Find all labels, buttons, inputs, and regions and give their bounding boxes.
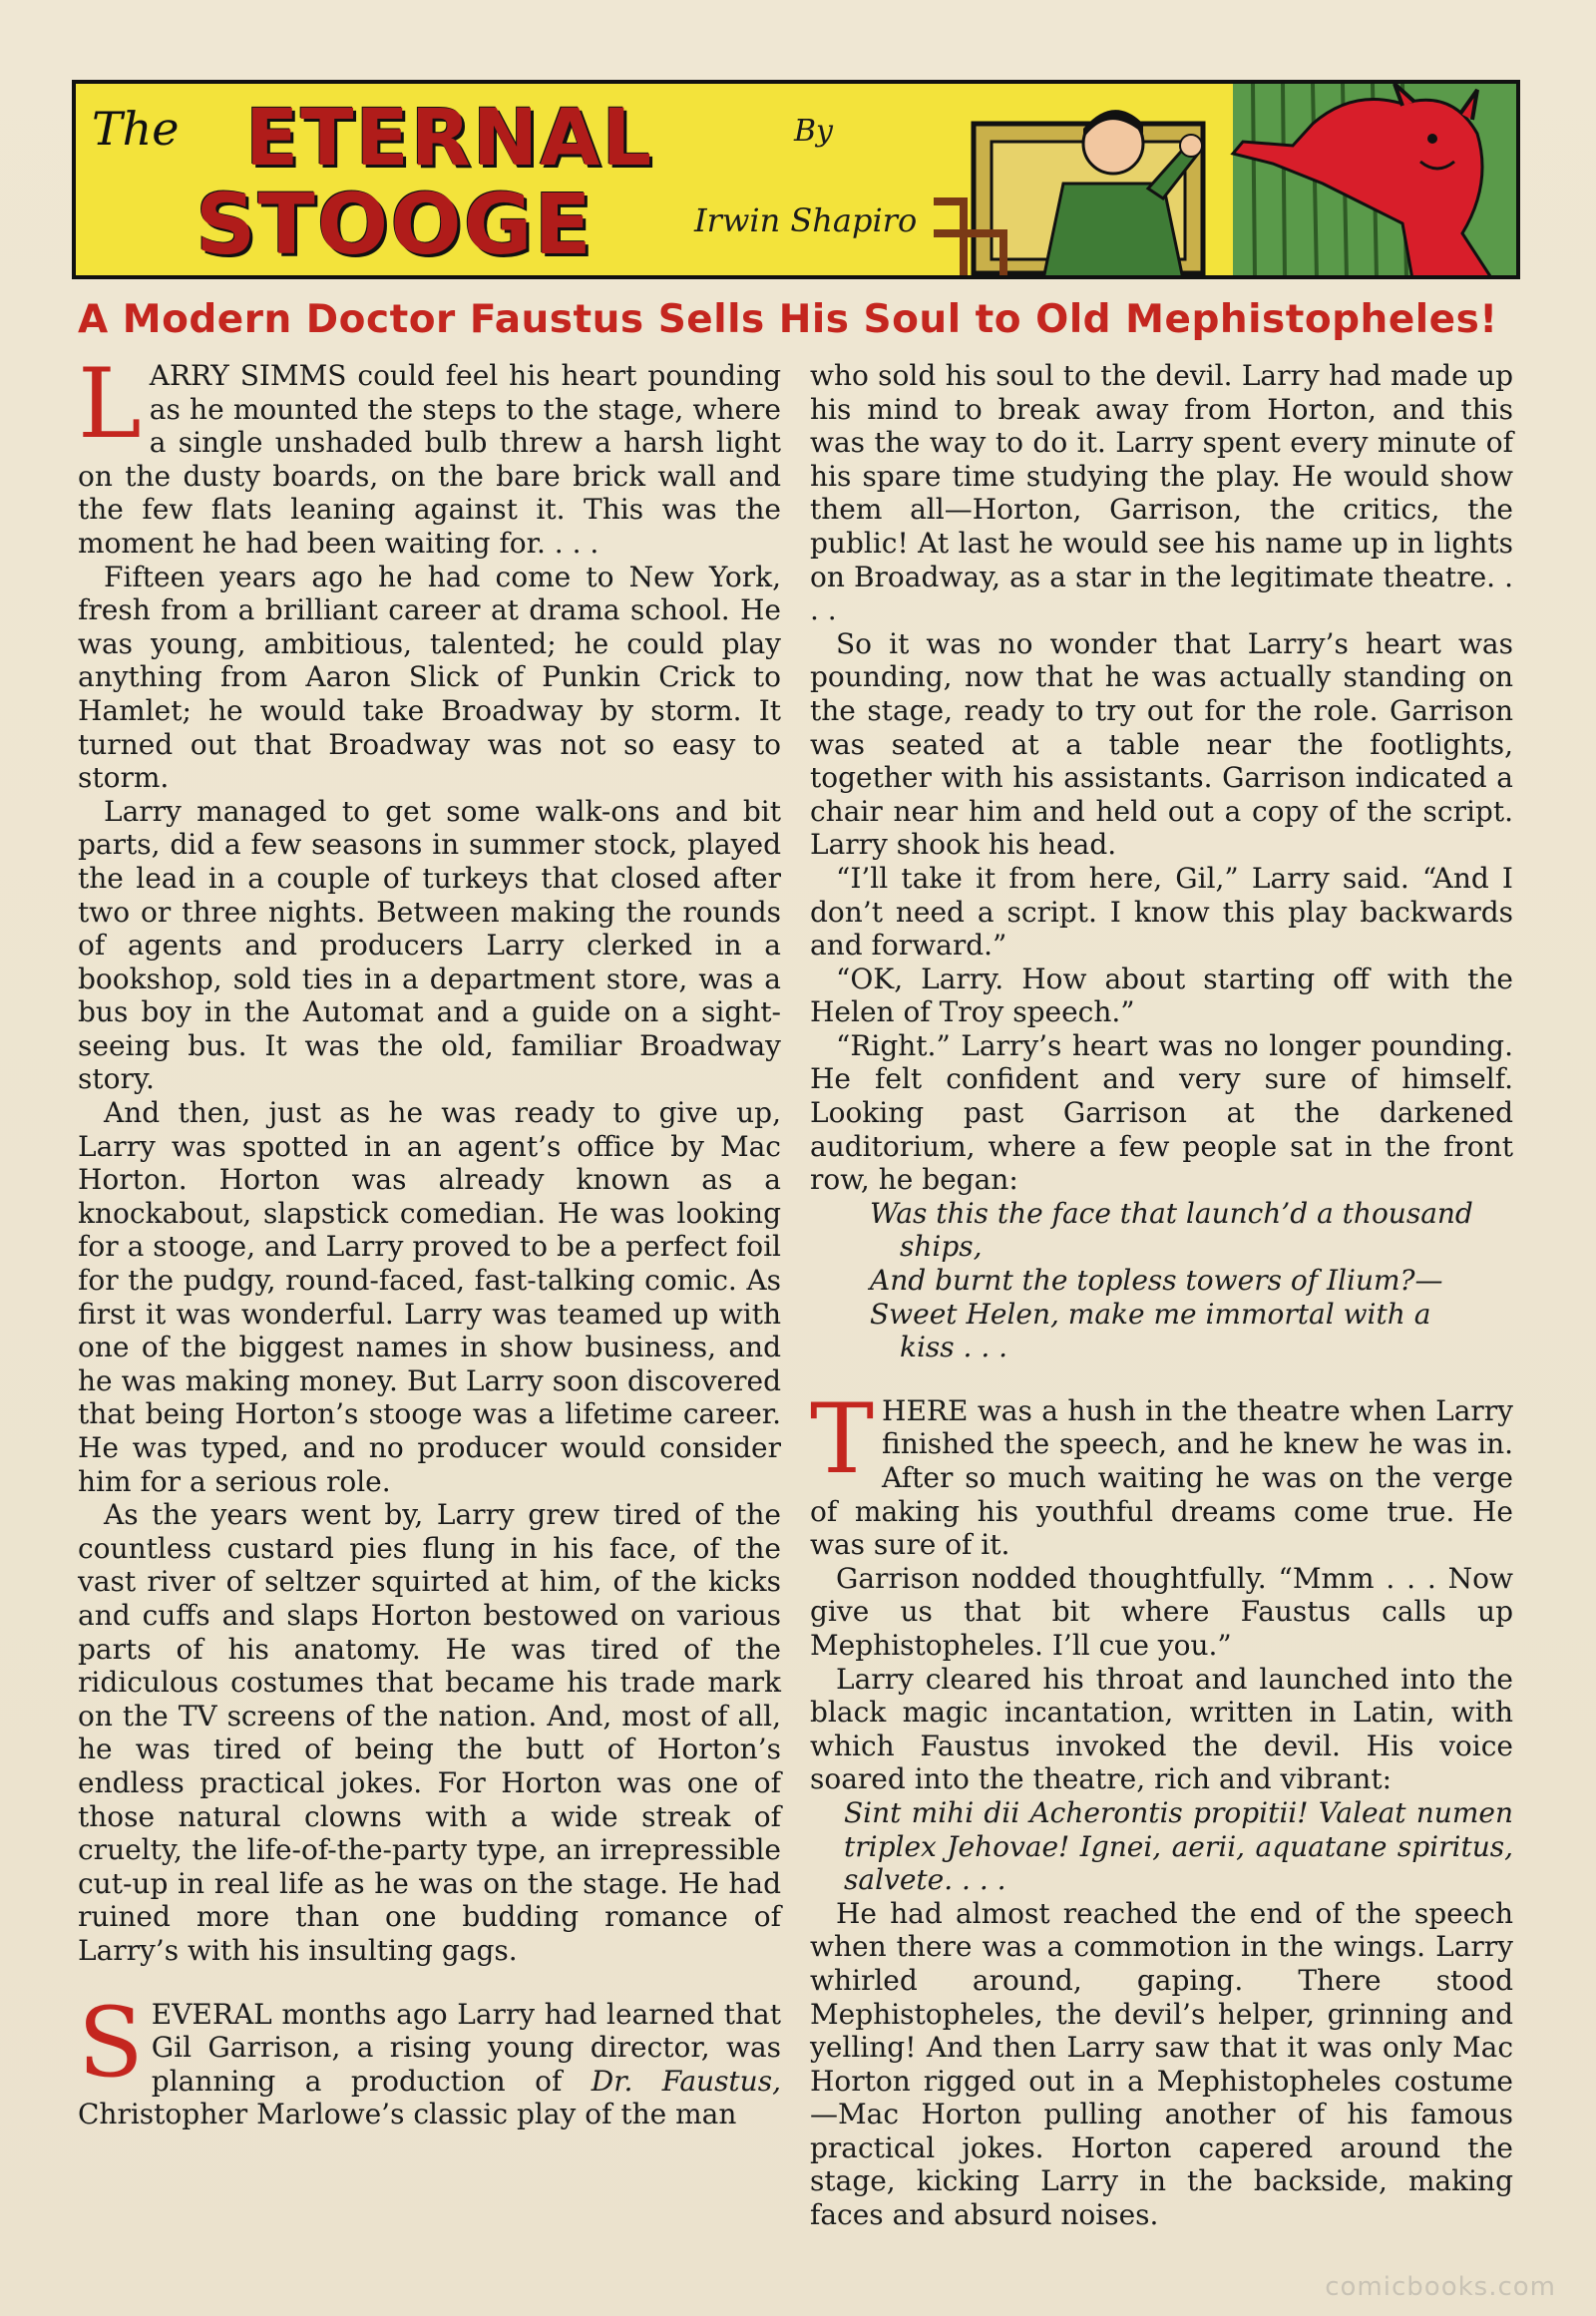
- paragraph-r5: “Right.” Larry’s heart was no longer pounding. He felt confident and very sure of himself. Looking past Garrison at the darkened auditorium, where a few people sat in the front row, he began:: [810, 1028, 1513, 1197]
- banner-the: The: [92, 102, 180, 156]
- banner-title-stooge: STOOGE: [196, 176, 594, 273]
- banner-by: By: [794, 114, 833, 149]
- paragraph-r7: Garrison nodded thoughtfully. “Mmm . . . Now give us that bit where Faustus calls up Mephistopheles. I’ll cue you.”: [810, 1561, 1513, 1662]
- story-headline: A Modern Doctor Faustus Sells His Soul to Old Mephistopheles!: [78, 297, 1498, 342]
- lead-in: HERE: [882, 1393, 969, 1427]
- paragraph-text: months ago Larry had learned that Gil Garrison, a rising young director, was planning a production of: [151, 1997, 781, 2098]
- latin-incantation: Sint mihi dii Acherontis propitii! Valeat numen triplex Jehovae! Ignei, aerii, aquatane spiritus, salvete. . . .: [844, 1795, 1513, 1897]
- devil-eye: [1427, 134, 1437, 144]
- paragraph-r1: who sold his soul to the devil. Larry had made up his mind to break away from Horton, and this was the way to do it. Larry spent every minute of his spare time studying the play. He would show them all—Horton, Garrison, the critics, the public! At last he would see his name up in lights on Broadway, as a star in the legitimate theatre. . . .: [810, 359, 1513, 627]
- drop-cap-s: S: [78, 1986, 144, 2099]
- drop-cap-l: L: [78, 348, 142, 460]
- play-title: Dr. Faustus,: [591, 2064, 781, 2098]
- paragraph-2: Fifteen years ago he had come to New York, fresh from a brilliant career at drama school. He was young, ambitious, talented; he could play anything from Aaron Slick of Punkin Crick to Hamlet; he would take Broadway by storm. It turned out that Broadway was not so easy to storm.: [78, 560, 781, 795]
- lead-in: EVERAL: [151, 1997, 272, 2031]
- paragraph-r2: So it was no wonder that Larry’s heart was pounding, now that he was actually standing on the stage, ready to try out for the role. Garrison was seated at a table near the footlights, together with his assistants. Garrison indicated a chair near him and held out a copy of the script. Larry shook his head.: [810, 626, 1513, 862]
- man-hand: [1180, 135, 1202, 157]
- verse-line-1: Was this the face that launch’d a thousand: [870, 1196, 1473, 1230]
- left-column: [78, 348, 781, 2131]
- verse-line-2: And burnt the topless towers of Ilium?—: [870, 1264, 1443, 1298]
- paragraph-4: And then, just as he was ready to give up, Larry was spotted in an agent’s office by Mac Horton. Horton was already known as a knockabout, slapstick comedian. He was looking for a stooge, and Larry proved to be a perfect foil for the pudgy, round-faced, fast-talking comic. As first it was wonderful. Larry was teamed up with one of the biggest names in show business, and he was making money. But Larry soon discovered that being Horton’s stooge was a lifetime career. He was typed, and no producer would consider him for a serious role.: [78, 1096, 781, 1498]
- stooge-illustration: [934, 84, 1520, 279]
- section-gap: [78, 1968, 781, 1998]
- paragraph-6: [78, 1986, 781, 2131]
- verse-line-3-cont: kiss . . .: [900, 1331, 1008, 1364]
- banner-title-eternal: ETERNAL: [245, 94, 654, 184]
- drop-cap-t: T: [810, 1382, 875, 1495]
- banner-author: Irwin Shapiro: [694, 201, 918, 239]
- paragraph-text: was a hush in the theatre when Larry finished the speech, and he knew he was in. After so much waiting he was on the verge of making his youthful dreams come true. He was sure of it.: [810, 1393, 1513, 1562]
- paragraph-r8: Larry cleared his throat and launched into the black magic incantation, written in Latin, with which Faustus invoked the devil. His voice soared into the theatre, rich and vibrant:: [810, 1662, 1513, 1796]
- paragraph-r9: He had almost reached the end of the speech when there was a commotion in the wings. Larry whirled around, gaping. There stood Mephistopheles, the devil’s helper, grinning and yelling! And then Larry saw that it was only Mac Horton rigged out in a Mephistopheles costume—Mac Horton pulling another of his famous practical jokes. Horton capered around the stage, kicking Larry in the backside, making faces and absurd noises.: [810, 1896, 1513, 2232]
- paragraph-r6: [810, 1382, 1513, 1562]
- watermark: comicbooks.com: [1325, 2272, 1556, 2302]
- paragraph-3: Larry managed to get some walk-ons and bit parts, did a few seasons in summer stock, played the lead in a couple of turkeys that closed after two or three nights. Between making the rounds of agents and producers Larry clerked in a bookshop, sold ties in a department store, was a bus boy in the Automat and a guide on a sight-seeing bus. It was the old, familiar Broadway story.: [78, 794, 781, 1096]
- paragraph-text: could feel his heart pounding as he mounted the steps to the stage, where a single unshaded bulb threw a harsh light on the dusty boards, on the bare brick wall and the few flats leaning against it. This was the moment he had been waiting for. . . .: [78, 359, 781, 560]
- verse-line-3: Sweet Helen, make me immortal with a: [870, 1297, 1431, 1331]
- paragraph-1: [78, 348, 781, 561]
- paragraph-r4: “OK, Larry. How about starting off with the Helen of Troy speech.”: [810, 962, 1513, 1029]
- verse-line-1-cont: ships,: [900, 1230, 983, 1264]
- right-column: [810, 359, 1513, 2232]
- paragraph-5: As the years went by, Larry grew tired of the countless custard pies flung in his face, of the vast river of seltzer squirted at him, of the kicks and cuffs and slaps Horton bestowed on various parts of his anatomy. He was tired of the ridiculous costumes that became his trade mark on the TV screens of the nation. And, most of all, he was tired of being the butt of Horton’s endless practical jokes. For Horton was one of those natural clowns with a wide streak of cruelty, the life-of-the-party type, an irrepressible cut-up in real life as he was on the stage. He had ruined more than one budding romance of Larry’s with his insulting gags.: [78, 1498, 781, 1967]
- lead-in: ARRY SIMMS: [149, 359, 347, 392]
- section-gap: [810, 1364, 1513, 1394]
- paragraph-r3: “I’ll take it from here, Gil,” Larry said. “And I don’t need a script. I know this play backwards and forward.”: [810, 861, 1513, 963]
- title-banner: [72, 80, 1520, 279]
- paragraph-tail: Christopher Marlowe’s classic play of the man: [78, 2098, 737, 2131]
